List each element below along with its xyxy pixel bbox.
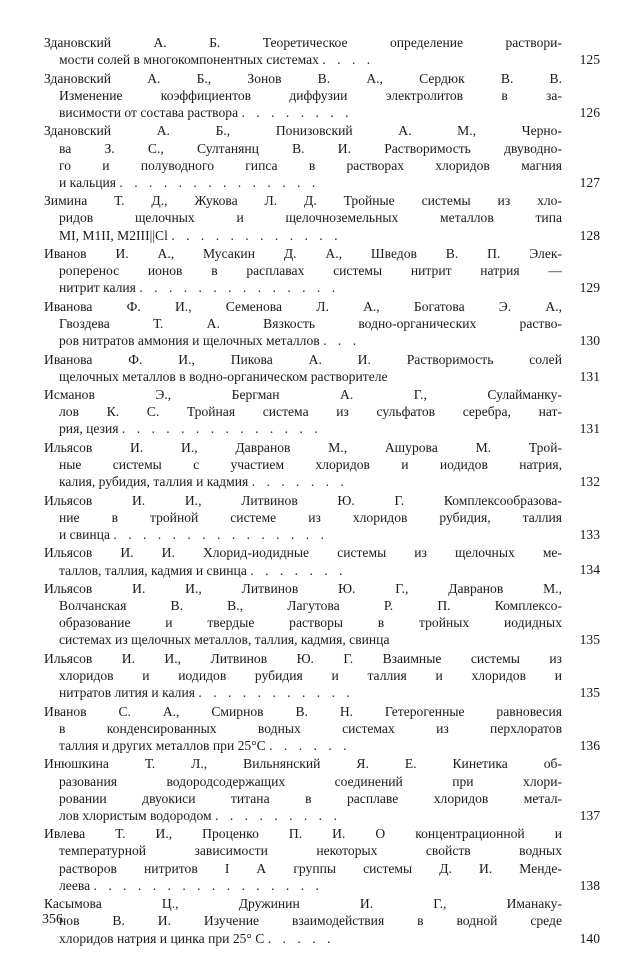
toc-entry [44, 70, 600, 122]
entry-text: Волчанская В. В., Лагутова Р. П. Комплексо- [59, 598, 562, 614]
entry-page-number: 128 [579, 227, 600, 243]
entry-text: ние в тройной системе из хлоридов рубидия, таллия [59, 509, 562, 525]
toc-entry [44, 580, 600, 649]
entry-title-line [44, 790, 562, 807]
entry-page-number: 134 [579, 562, 600, 578]
entry-text: Ильясов И. И., Литвинов Ю. Г., Давранов М., [44, 580, 562, 596]
entry-title-line [44, 631, 600, 648]
entry-authors-line [44, 650, 562, 667]
leader-dots: . . . . . . . . [241, 104, 353, 120]
entry-title-line [44, 104, 600, 121]
entry-title-line [44, 597, 562, 614]
entry-text: MI, M1II, M2III||Cl [59, 227, 168, 243]
toc-entry [44, 703, 600, 755]
toc-entry [44, 895, 600, 947]
entry-text: го и полуводного гипса в растворах хлоридов магния [59, 157, 562, 173]
leader-dots: . . . . . [267, 930, 335, 946]
entry-authors-line [44, 580, 562, 597]
entry-text: Ильясов И. И. Хлорид-иодидные системы из щелочных ме- [44, 545, 562, 561]
entry-text: Изменение коэффициентов диффузии электролитов в за- [59, 87, 562, 103]
entry-text: Здановский А. Б., Понизовский А. М., Черно- [44, 123, 562, 139]
entry-text: леева [59, 877, 91, 893]
entry-text: таллов, таллия, кадмия и свинца [59, 562, 247, 578]
entry-text: нов В. И. Изучение взаимодействия в водной среде [59, 913, 562, 929]
entry-text: Гвоздева Т. А. Вязкость водно-органических раство- [59, 315, 562, 331]
entry-authors-line [44, 895, 562, 912]
entry-title-line [44, 509, 562, 526]
entry-text: Ивлева Т. И., Проценко П. И. О концентрационной и [44, 826, 562, 842]
leader-dots: . . . . . . . . . . . . . . . . [93, 877, 323, 893]
leader-dots: . . . [323, 333, 361, 349]
entry-text: в конденсированных водных системах из перхлоратов [59, 720, 562, 736]
entry-title-line [44, 562, 600, 579]
entry-text: нитрит калия [59, 280, 136, 296]
entry-page-number: 136 [579, 737, 600, 753]
entry-text: таллия и других металлов при 25°C [59, 737, 266, 753]
entry-text: ровании двуокиси титана в расплаве хлоридов метал- [59, 790, 562, 806]
entry-text: ров нитратов аммония и щелочных металлов [59, 333, 320, 349]
leader-dots: . . . . . . . [250, 562, 347, 578]
toc-entry [44, 825, 600, 894]
entry-title-line [44, 473, 600, 490]
toc-entry [44, 245, 600, 297]
entry-title-line [44, 279, 600, 296]
entry-page-number: 127 [579, 174, 600, 190]
entry-page-number: 130 [579, 333, 600, 349]
leader-dots: . . . . . . [269, 737, 351, 753]
entry-text: Иванов С. А., Смирнов В. Н. Гетерогенные равновесия [44, 703, 562, 719]
entry-text: висимости от состава раствора [59, 104, 239, 120]
entry-title-line [44, 842, 562, 859]
entry-authors-line [44, 439, 562, 456]
entry-page-number: 131 [579, 368, 600, 384]
entry-text: Исманов Э., Бергман А. Г., Сулайманку- [44, 387, 562, 403]
leader-dots: . . . . . . . . . . . . [171, 227, 342, 243]
entry-page-number: 138 [579, 877, 600, 893]
entry-title-line [44, 87, 562, 104]
entry-text: хлоридов натрия и цинка при 25° C [59, 930, 265, 946]
toc-entry [44, 492, 600, 544]
entry-page-number: 131 [579, 421, 600, 437]
entry-authors-line [44, 351, 562, 368]
entry-page-number: 135 [579, 685, 600, 701]
entry-title-line [44, 860, 562, 877]
leader-dots: . . . . . . . . . . . [198, 685, 354, 701]
entry-page-number: 135 [579, 632, 600, 648]
leader-dots: . . . . . . . . . . . . . . [119, 174, 320, 190]
entry-text: ные системы с участием хлоридов и иодидов натрия, [59, 457, 562, 472]
entry-text: роперенос ионов в расплавах системы нитрит натрия — [59, 263, 562, 279]
entry-text: Здановский А. Б., Зонов В. А., Сердюк В. В. [44, 70, 562, 86]
entry-text: Ильясов И. И., Давранов М., Ашурова М. Трой- [44, 439, 562, 455]
entry-text: мости солей в многокомпонентных системах [59, 52, 319, 68]
entry-text: Ильясов И. И., Литвинов Ю. Г. Взаимные системы из [44, 650, 562, 666]
entry-authors-line [44, 703, 562, 720]
entry-title-line [44, 614, 562, 631]
toc-entry [44, 192, 600, 244]
entry-title-line [44, 720, 562, 737]
entry-authors-line [44, 192, 562, 209]
entry-page-number: 132 [579, 474, 600, 490]
entry-text: калия, рубидия, таллия и кадмия [59, 474, 249, 490]
leader-dots: . . . . . . . . . [215, 807, 341, 823]
toc-entry [44, 650, 600, 702]
entry-title-line [44, 51, 600, 68]
entry-text: и свинца [59, 526, 110, 542]
entry-title-line [44, 420, 600, 437]
entry-text: Здановский А. Б. Теоретическое определение раствори- [44, 35, 562, 50]
leader-dots: . . . . . . . [251, 474, 348, 490]
entry-text: растворов нитритов I А группы системы Д. И. Менде- [59, 860, 562, 876]
entry-title-line [44, 684, 600, 701]
toc-entry [44, 439, 600, 491]
toc-entry [44, 298, 600, 350]
entry-title-line [44, 157, 562, 174]
entry-title-line [44, 140, 562, 157]
entry-title-line [44, 209, 562, 226]
entry-text: Иванова Ф. И., Семенова Л. А., Богатова Э. А., [44, 298, 562, 314]
entry-page-number: 129 [579, 280, 600, 296]
entry-text: Ильясов И. И., Литвинов Ю. Г. Комплексообразова- [44, 492, 562, 508]
entry-text: системах из щелочных металлов, таллия, кадмия, свинца [59, 632, 390, 648]
entry-text: Касымова Ц., Дружинин И. Г., Иманаку- [44, 896, 562, 912]
toc-entry [44, 34, 600, 68]
entry-text: Иванов И. А., Мусакин Д. А., Шведов В. П. Элек- [44, 246, 562, 261]
entry-title-line [44, 332, 600, 349]
leader-dots: . . . . . . . . . . . . . . [121, 421, 322, 437]
entry-page-number: 140 [579, 930, 600, 946]
entry-text: образование и твердые растворы в тройных иодидных [59, 615, 562, 631]
entry-text: разования водородсодержащих соединений при хлори- [59, 773, 562, 789]
entry-authors-line [44, 755, 562, 772]
entry-title-line [44, 877, 600, 894]
entry-text: лов К. С. Тройная система из сульфатов серебра, нат- [59, 404, 562, 420]
entry-title-line [44, 930, 600, 947]
entry-text: нитратов лития и калия [59, 685, 195, 701]
entry-authors-line [44, 492, 562, 509]
entry-authors-line [44, 298, 562, 315]
leader-dots: . . . . . . . . . . . . . . . [113, 526, 328, 542]
entry-page-number: 126 [579, 104, 600, 120]
entry-text: ва З. С., Султанянц В. И. Растворимость двуводно- [59, 140, 562, 156]
leader-dots: . . . . . . . . . . . . . . [139, 280, 340, 296]
entry-title-line [44, 315, 562, 332]
entry-title-line [44, 174, 600, 191]
page-number: 356 [42, 912, 63, 927]
entry-page-number: 137 [579, 807, 600, 823]
entry-text: и кальция [59, 174, 117, 190]
entry-text: температурной зависимости некоторых свойств водных [59, 843, 562, 859]
table-of-contents [44, 34, 600, 948]
entry-page-number: 125 [579, 52, 600, 68]
entry-title-line [44, 526, 600, 543]
entry-text: Инюшкина Т. Л., Вильнянский Я. Е. Кинетика об- [44, 756, 562, 772]
entry-authors-line [44, 544, 562, 561]
entry-title-line [44, 667, 562, 684]
entry-title-line [44, 912, 562, 929]
entry-text: щелочных металлов в водно-органическом растворителе [59, 368, 388, 384]
entry-text: ридов щелочных и щелочноземельных металлов типа [59, 210, 562, 226]
entry-authors-line [44, 825, 562, 842]
toc-entry [44, 755, 600, 824]
entry-authors-line [44, 245, 562, 262]
entry-text: хлоридов и иодидов рубидия и таллия и хлоридов и [59, 668, 562, 683]
entry-authors-line [44, 70, 562, 87]
entry-title-line [44, 403, 562, 420]
toc-entry [44, 351, 600, 385]
entry-title-line [44, 737, 600, 754]
entry-title-line [44, 262, 562, 279]
entry-title-line [44, 807, 600, 824]
entry-title-line [44, 456, 562, 473]
entry-page-number: 133 [579, 526, 600, 542]
entry-authors-line [44, 122, 562, 139]
entry-authors-line [44, 386, 562, 403]
entry-text: Зимина Т. Д., Жукова Л. Д. Тройные системы из хло- [44, 193, 562, 209]
entry-text: Иванова Ф. И., Пикова А. И. Растворимость солей [44, 351, 562, 367]
entry-text: лов хлористым водородом [59, 807, 212, 823]
entry-authors-line [44, 34, 562, 51]
entry-text: рия, цезия [59, 421, 119, 437]
toc-entry [44, 386, 600, 438]
toc-entry [44, 544, 600, 578]
toc-entry [44, 122, 600, 191]
leader-dots: . . . . [322, 52, 375, 68]
entry-title-line [44, 227, 600, 244]
entry-title-line [44, 368, 600, 385]
entry-title-line [44, 773, 562, 790]
